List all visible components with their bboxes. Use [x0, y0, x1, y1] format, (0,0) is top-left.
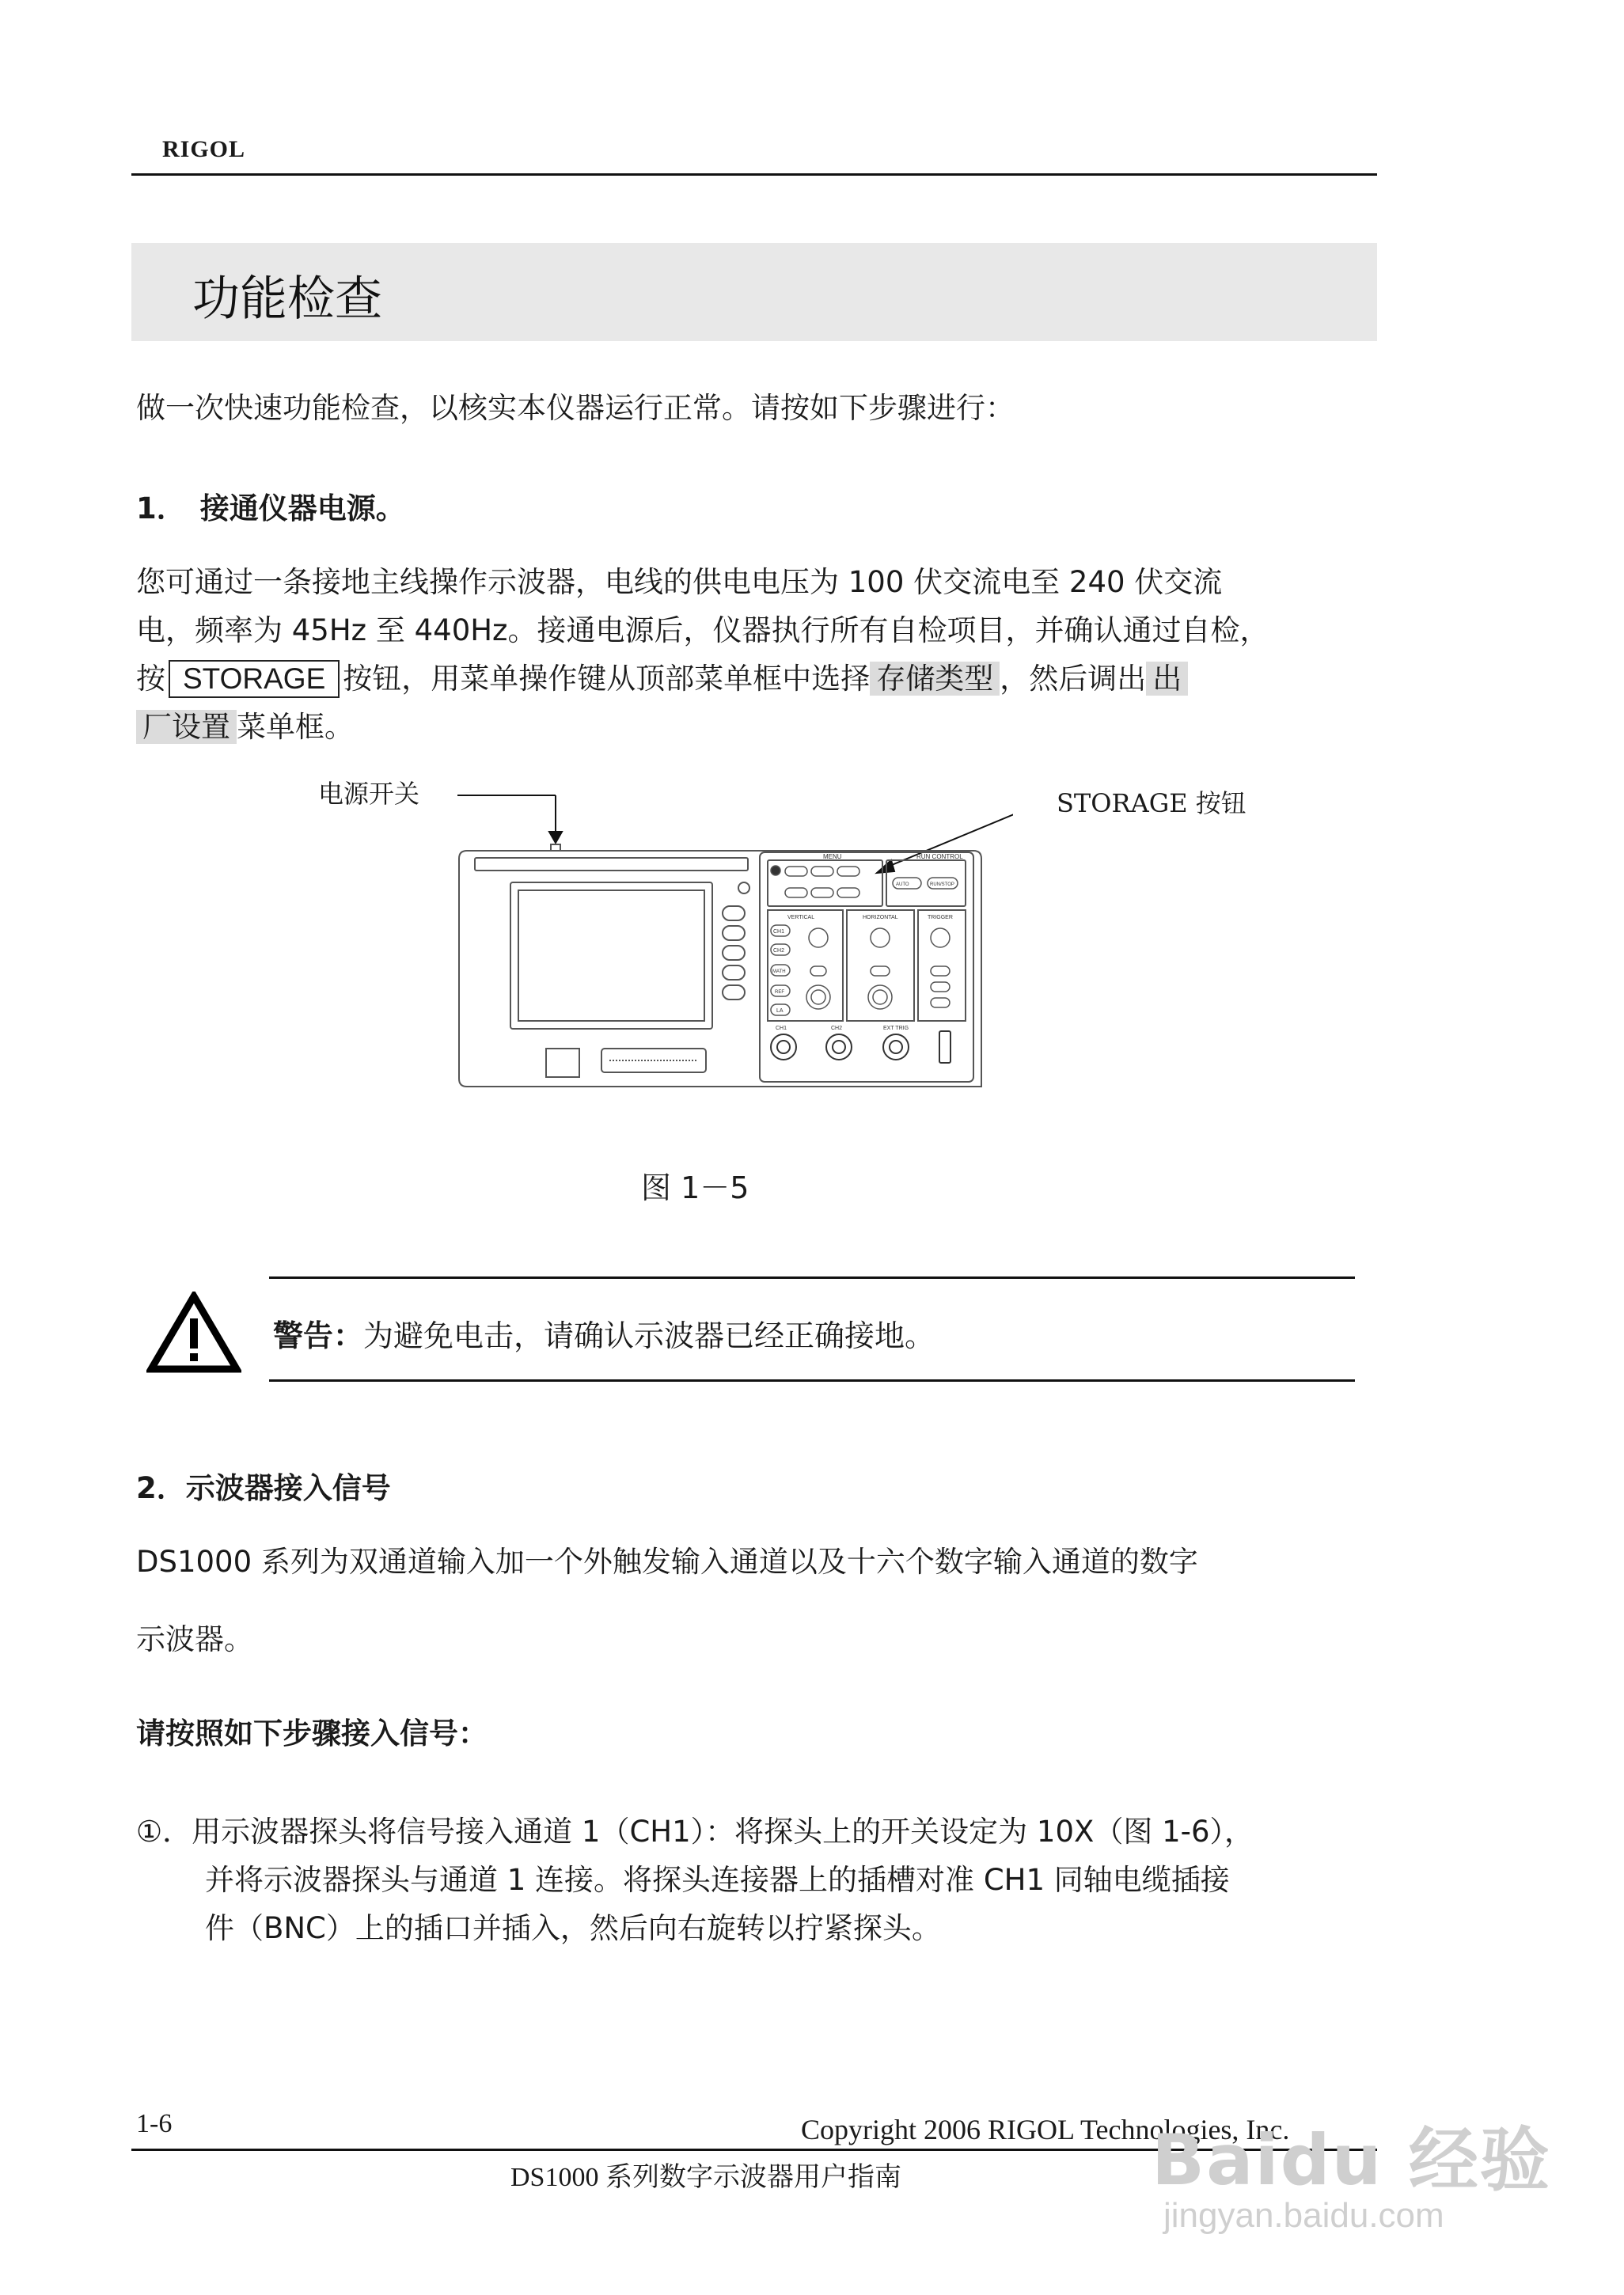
step1-line-b: 电，频率为 45Hz 至 440Hz。接通电源后，仪器执行所有自检项目，并确认通过自检， [136, 613, 1269, 647]
vertical-buttons [771, 925, 950, 1015]
step2-subheading: 请按照如下步骤接入信号： [136, 1717, 488, 1751]
warning-icon [146, 1292, 241, 1374]
step1-line-c [136, 654, 1371, 703]
warning-label: 警告： [273, 1318, 364, 1353]
step2-paragraph [136, 1523, 1371, 1679]
item1-line-b: 并将示波器探头与通道 1 连接。将探头连接器上的插槽对准 CH1 同轴电缆插接 [205, 1863, 1230, 1897]
item1-line-a [136, 1808, 1371, 1856]
warning-message: 为避免电击，请确认示波器已经正确接地。 [363, 1318, 935, 1353]
step2-item1 [136, 1808, 1371, 1952]
figure-caption: 图 1－5 [641, 1170, 749, 1205]
step1-line-a: 您可通过一条接地主线操作示波器，电线的供电电压为 100 伏交流电至 240 伏交流 [136, 565, 1223, 599]
panel-la-button: LA [776, 1008, 784, 1014]
power-arrow [457, 795, 562, 843]
footer-page-number: 1-6 [136, 2109, 173, 2138]
panel-menu-label: MENU [823, 853, 842, 860]
menu-factory-b: 厂设置 [136, 710, 237, 744]
step2-title: 示波器接入信号 [185, 1471, 391, 1505]
step2-line-b: 示波器。 [136, 1622, 253, 1656]
item1-line-c: 件（BNC）上的插口并插入，然后向右旋转以拧紧探头。 [205, 1911, 941, 1945]
step1-line-d-post: 菜单框。 [237, 710, 354, 744]
bnc-ch1-label: CH1 [776, 1026, 787, 1031]
warning-text [273, 1311, 935, 1355]
intro-text: 做一次快速功能检查，以核实本仪器运行正常。请按如下步骤进行： [136, 391, 1015, 425]
storage-arrow [877, 805, 1013, 873]
menu-storage-type: 存储类型 [870, 662, 1000, 696]
watermark-logo: Baidu 经验 [1152, 2119, 1551, 2201]
warning-top-rule [269, 1276, 1355, 1279]
storage-key-label: STORAGE [169, 660, 340, 698]
bnc-connectors [771, 1031, 950, 1063]
step1-paragraph [136, 558, 1371, 751]
panel-horizontal-label: HORIZONTAL [863, 915, 898, 920]
step1-line-c-mid: 按钮，用菜单操作键从顶部菜单框中选择 [343, 662, 871, 696]
step1-heading [136, 484, 405, 527]
panel-run-stop-label: RUN/STOP [930, 882, 954, 887]
step2-heading [136, 1464, 391, 1507]
step2-line-a: DS1000 系列为双通道输入加一个外触发输入通道以及十六个数字输入通道的数字 [136, 1545, 1198, 1579]
section-title: 功能检查 [192, 271, 382, 327]
step2-number: 2． [136, 1471, 186, 1505]
warning-bottom-rule [269, 1379, 1355, 1382]
menu-buttons [771, 866, 958, 897]
bnc-ext-trig-label: EXT TRIG [883, 1026, 909, 1031]
label-storage-button: STORAGE 按钮 [1057, 788, 1246, 818]
bnc-ch2-label: CH2 [831, 1026, 843, 1031]
panel-ch1-button: CH1 [773, 929, 785, 935]
panel-run-control-label: RUN CONTROL [916, 853, 963, 860]
chassis [459, 844, 981, 1087]
watermark-url: jingyan.baidu.com [1163, 2196, 1444, 2235]
step1-press: 按 [136, 662, 165, 696]
panel-vertical-label: VERTICAL [787, 915, 815, 920]
footer-manual-title: DS1000 系列数字示波器用户指南 [510, 2163, 901, 2192]
panel-trigger-label: TRIGGER [928, 915, 953, 920]
panel-auto-label: AUTO [896, 882, 909, 887]
header-brand: RIGOL [162, 136, 246, 162]
panel-ch2-button: CH2 [773, 948, 785, 954]
step1-line-d [136, 703, 1371, 751]
item1-text-a: 用示波器探头将信号接入通道 1（CH1）：将探头上的开关设定为 10X（图 1-6）， [192, 1815, 1254, 1849]
panel-ref-button: REF [775, 990, 784, 995]
item1-number: ①． [136, 1815, 192, 1849]
panel-math-button: MATH [772, 969, 786, 974]
oscilloscope-front-panel [443, 780, 1013, 1096]
step1-title: 接通仪器电源。 [199, 491, 405, 525]
step1-line-c-post: ，然后调出 [1000, 662, 1147, 696]
footer-copyright: Copyright 2006 RIGOL Technologies, Inc. [801, 2114, 1290, 2145]
label-power-switch: 电源开关 [318, 779, 420, 809]
step1-number: 1． [136, 491, 186, 525]
header-rule [131, 173, 1377, 176]
menu-factory-a: 出 [1146, 662, 1188, 696]
